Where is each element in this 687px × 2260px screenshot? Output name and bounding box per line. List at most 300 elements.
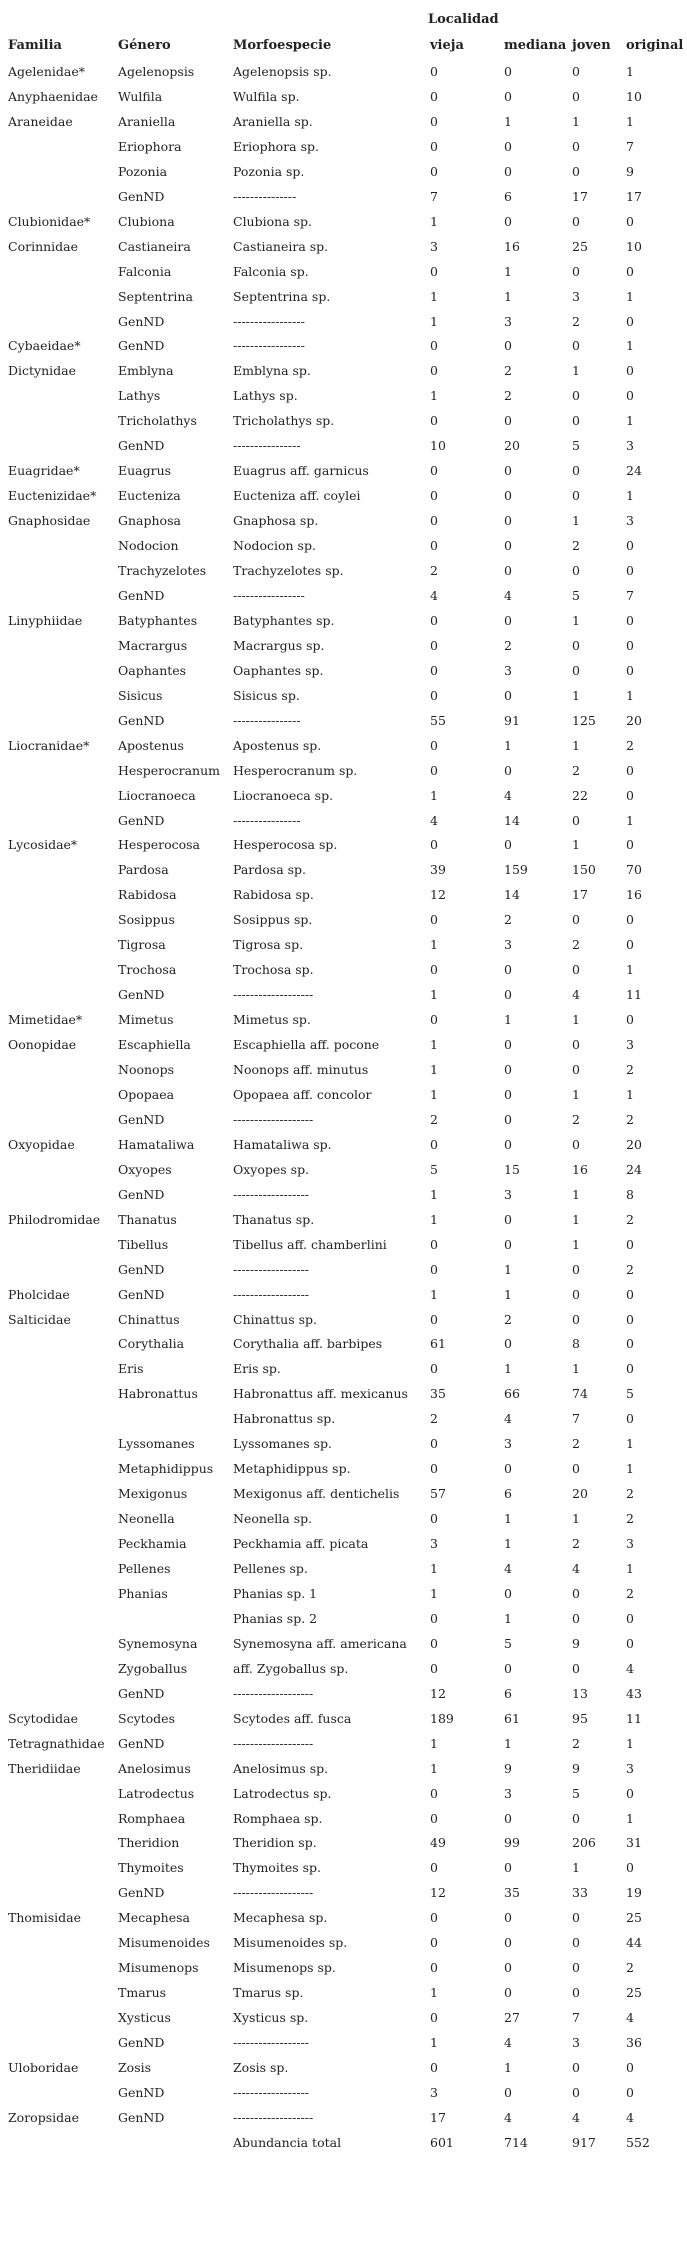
vieja-cell: 0: [430, 463, 438, 479]
joven-cell: 1: [572, 612, 580, 628]
morfoespecie-cell: Habronattus aff. mexicanus: [233, 1386, 408, 1402]
morfoespecie-cell: ------------------: [233, 1286, 310, 1302]
familia-cell: Gnaphosidae: [8, 513, 91, 529]
vieja-cell: 0: [430, 1012, 438, 1028]
joven-cell: 0: [572, 1910, 580, 1926]
mediana-cell: 1: [504, 1286, 512, 1302]
table-row: [8, 1885, 678, 1910]
table-row: [8, 289, 678, 314]
morfoespecie-cell: Batyphantes sp.: [233, 612, 335, 628]
vieja-cell: 0: [430, 1785, 438, 1801]
table-row: [8, 1486, 678, 1511]
vieja-cell: 1: [430, 1211, 438, 1227]
mediana-cell: 3: [504, 1785, 512, 1801]
morfoespecie-cell: Tricholathys sp.: [233, 413, 335, 429]
header-mediana: mediana: [504, 38, 567, 53]
vieja-cell: 0: [430, 1810, 438, 1826]
joven-cell: 4: [572, 987, 580, 1003]
mediana-cell: 0: [504, 1211, 512, 1227]
original-cell: 0: [626, 388, 634, 404]
familia-cell: Euctenizidae*: [8, 488, 97, 504]
table-row: [8, 1761, 678, 1786]
table-row: [8, 114, 678, 139]
joven-cell: 0: [572, 812, 580, 828]
genero-cell: Mimetus: [118, 1012, 174, 1028]
genero-cell: Zygoballus: [118, 1660, 188, 1676]
morfoespecie-cell: Sisicus sp.: [233, 687, 300, 703]
morfoespecie-cell: Misumenoides sp.: [233, 1935, 348, 1951]
original-cell: 20: [626, 712, 642, 728]
genero-cell: GenND: [118, 1885, 165, 1901]
table-row: [8, 1312, 678, 1337]
familia-cell: Zoropsidae: [8, 2109, 79, 2125]
genero-cell: GenND: [118, 2109, 165, 2125]
genero-cell: Opopaea: [118, 1086, 175, 1102]
vieja-cell: 0: [430, 1136, 438, 1152]
vieja-cell: 0: [430, 338, 438, 354]
joven-cell: 0: [572, 962, 580, 978]
joven-cell: 1: [572, 363, 580, 379]
morfoespecie-cell: Trachyzelotes sp.: [233, 563, 344, 578]
vieja-cell: 3: [430, 238, 438, 254]
vieja-cell: 0: [430, 1660, 438, 1676]
vieja-cell: 4: [430, 587, 438, 603]
genero-cell: Theridion: [118, 1835, 180, 1851]
table-row: [8, 2060, 678, 2085]
table-row: [8, 214, 678, 239]
morfoespecie-cell: aff. Zygoballus sp.: [233, 1660, 349, 1676]
genero-cell: Hesperocosa: [118, 837, 201, 853]
table-row: [8, 363, 678, 388]
familia-cell: Anyphaenidae: [8, 88, 98, 104]
genero-cell: GenND: [118, 313, 165, 329]
vieja-cell: 39: [430, 862, 446, 878]
mediana-cell: 1: [504, 1012, 512, 1028]
mediana-cell: 0: [504, 1910, 512, 1926]
original-cell: 0: [626, 612, 634, 628]
mediana-cell: 61: [504, 1710, 520, 1726]
table-row: [8, 1087, 678, 1112]
vieja-cell: 2: [430, 1411, 438, 1427]
table-row: [8, 2035, 678, 2060]
joven-cell: 1: [572, 113, 580, 129]
table-row: [8, 1137, 678, 1162]
table-row: [8, 1636, 678, 1661]
joven-cell: 1: [572, 1012, 580, 1028]
vieja-cell: 0: [430, 64, 438, 79]
genero-cell: Eriophora: [118, 138, 182, 154]
joven-cell: 20: [572, 1486, 588, 1502]
table-row: [8, 788, 678, 813]
joven-cell: 0: [572, 1585, 580, 1601]
genero-cell: Pozonia: [118, 163, 168, 179]
morfoespecie-cell: Castianeira sp.: [233, 238, 329, 254]
morfoespecie-cell: Tigrosa sp.: [233, 937, 304, 953]
joven-cell: 0: [572, 263, 580, 279]
vieja-cell: 0: [430, 1635, 438, 1651]
joven-cell: 7: [572, 1411, 580, 1427]
joven-cell: 0: [572, 213, 580, 229]
mediana-cell: 3: [504, 1436, 512, 1452]
vieja-cell: 2: [430, 1111, 438, 1127]
joven-cell: 0: [572, 1810, 580, 1826]
original-cell: 1: [626, 488, 634, 504]
original-cell: 25: [626, 1910, 642, 1926]
header-familia: Familia: [8, 38, 62, 53]
original-cell: 0: [626, 1236, 634, 1252]
vieja-cell: 1: [430, 313, 438, 329]
genero-cell: GenND: [118, 1111, 165, 1127]
vieja-cell: 49: [430, 1835, 446, 1851]
morfoespecie-cell: Thanatus sp.: [233, 1211, 315, 1227]
morfoespecie-cell: Xysticus sp.: [233, 2010, 309, 2026]
vieja-cell: 10: [430, 438, 446, 454]
morfoespecie-cell: Anelosimus sp.: [233, 1760, 329, 1776]
familia-cell: Lycosidae*: [8, 837, 78, 853]
mediana-cell: 1: [504, 1261, 512, 1277]
original-cell: 7: [626, 587, 634, 603]
original-cell: 7: [626, 138, 634, 154]
familia-cell: Corinnidae: [8, 238, 79, 254]
morfoespecie-cell: Eriophora sp.: [233, 138, 319, 154]
genero-cell: Escaphiella: [118, 1037, 191, 1053]
mediana-cell: 1: [504, 263, 512, 279]
joven-cell: 0: [572, 88, 580, 104]
original-cell: 3: [626, 513, 634, 529]
table-row: [8, 1336, 678, 1361]
joven-cell: 13: [572, 1685, 588, 1701]
table-row: [8, 862, 678, 887]
morfoespecie-cell: Theridion sp.: [233, 1835, 317, 1851]
vieja-cell: 0: [430, 1311, 438, 1327]
genero-cell: GenND: [118, 188, 165, 204]
vieja-cell: 4: [430, 812, 438, 828]
genero-cell: Liocranoeca: [118, 787, 196, 803]
vieja-cell: 0: [430, 413, 438, 429]
vieja-cell: 189: [430, 1710, 454, 1726]
genero-cell: Mexigonus: [118, 1486, 188, 1502]
genero-cell: GenND: [118, 338, 165, 354]
mediana-cell: 0: [504, 1810, 512, 1826]
joven-cell: 0: [572, 413, 580, 429]
familia-cell: Scytodidae: [8, 1710, 79, 1726]
mediana-cell: 4: [504, 587, 512, 603]
original-cell: 1: [626, 687, 634, 703]
genero-cell: Scytodes: [118, 1710, 175, 1726]
mediana-cell: 0: [504, 687, 512, 703]
original-cell: 31: [626, 1835, 642, 1851]
morfoespecie-cell: Latrodectus sp.: [233, 1785, 332, 1801]
genero-cell: Hamataliwa: [118, 1136, 195, 1152]
morfoespecie-cell: Tmarus sp.: [233, 1985, 304, 2001]
table-row: [8, 1262, 678, 1287]
mediana-cell: 0: [504, 163, 512, 179]
table-row: [8, 1736, 678, 1761]
original-cell: 2: [626, 737, 634, 753]
morfoespecie-cell: Opopaea aff. concolor: [233, 1086, 372, 1102]
genero-cell: Phanias: [118, 1585, 168, 1601]
joven-cell: 2: [572, 1536, 580, 1552]
joven-cell: 74: [572, 1386, 588, 1402]
original-cell: 1: [626, 338, 634, 354]
original-cell: 36: [626, 2035, 642, 2051]
morfoespecie-cell: ------------------: [233, 1186, 310, 1202]
vieja-cell: 1: [430, 288, 438, 304]
table-row: [8, 1536, 678, 1561]
header-vieja: vieja: [430, 38, 464, 53]
table-row: [8, 887, 678, 912]
mediana-cell: 4: [504, 1411, 512, 1427]
mediana-cell: 0: [504, 837, 512, 853]
table-row: [8, 2110, 678, 2135]
original-cell: 19: [626, 1885, 642, 1901]
table-row: [8, 987, 678, 1012]
familia-cell: Tetragnathidae: [8, 1735, 105, 1751]
original-cell: 0: [626, 1336, 634, 1352]
mediana-cell: 6: [504, 1486, 512, 1502]
familia-cell: Clubionidae*: [8, 213, 91, 229]
table-row: [8, 638, 678, 663]
joven-cell: 917: [572, 2134, 596, 2150]
joven-cell: 0: [572, 1985, 580, 2001]
vieja-cell: 0: [430, 1461, 438, 1477]
vieja-cell: 0: [430, 1935, 438, 1951]
genero-cell: Zosis: [118, 2060, 152, 2075]
vieja-cell: 0: [430, 837, 438, 853]
table-row: [8, 1411, 678, 1436]
genero-cell: Apostenus: [118, 737, 184, 753]
joven-cell: 17: [572, 188, 588, 204]
genero-cell: Pellenes: [118, 1561, 171, 1576]
genero-cell: Emblyna: [118, 363, 174, 379]
original-cell: 11: [626, 987, 642, 1003]
genero-cell: Oxyopes: [118, 1161, 172, 1177]
genero-cell: GenND: [118, 712, 165, 728]
morfoespecie-cell: Agelenopsis sp.: [233, 64, 332, 79]
original-cell: 0: [626, 1411, 634, 1427]
joven-cell: 8: [572, 1336, 580, 1352]
mediana-cell: 35: [504, 1885, 520, 1901]
original-cell: 4: [626, 2109, 634, 2125]
joven-cell: 1: [572, 687, 580, 703]
original-cell: 70: [626, 862, 642, 878]
original-cell: 3: [626, 1037, 634, 1053]
joven-cell: 206: [572, 1835, 596, 1851]
joven-cell: 0: [572, 163, 580, 179]
joven-cell: 0: [572, 388, 580, 404]
joven-cell: 0: [572, 1960, 580, 1976]
joven-cell: 150: [572, 862, 596, 878]
joven-cell: 0: [572, 1062, 580, 1077]
original-cell: 1: [626, 812, 634, 828]
joven-cell: 0: [572, 1461, 580, 1477]
mediana-cell: 27: [504, 2010, 520, 2026]
joven-cell: 2: [572, 1111, 580, 1127]
morfoespecie-cell: Mexigonus aff. dentichelis: [233, 1486, 400, 1502]
mediana-cell: 6: [504, 188, 512, 204]
morfoespecie-cell: Eucteniza aff. coylei: [233, 488, 361, 504]
genero-cell: GenND: [118, 1286, 165, 1302]
vieja-cell: 601: [430, 2134, 454, 2150]
original-cell: 0: [626, 1785, 634, 1801]
original-cell: 25: [626, 1985, 642, 2001]
morfoespecie-cell: ----------------: [233, 712, 301, 728]
mediana-cell: 0: [504, 1960, 512, 1976]
vieja-cell: 0: [430, 2060, 438, 2075]
mediana-cell: 99: [504, 1835, 520, 1851]
joven-cell: 0: [572, 1935, 580, 1951]
mediana-cell: 0: [504, 138, 512, 154]
original-cell: 2: [626, 1062, 634, 1077]
genero-cell: Tigrosa: [118, 937, 166, 953]
morfoespecie-cell: Eris sp.: [233, 1361, 281, 1377]
joven-cell: 0: [572, 1311, 580, 1327]
table-row: [8, 588, 678, 613]
table-row: [8, 1860, 678, 1885]
vieja-cell: 55: [430, 712, 446, 728]
vieja-cell: 0: [430, 737, 438, 753]
original-cell: 1: [626, 1086, 634, 1102]
mediana-cell: 1: [504, 1536, 512, 1552]
table-row: [8, 1112, 678, 1137]
morfoespecie-cell: Nodocion sp.: [233, 538, 316, 554]
morfoespecie-cell: Thymoites sp.: [233, 1860, 322, 1876]
joven-cell: 1: [572, 1211, 580, 1227]
table-row: [8, 264, 678, 289]
familia-cell: Salticidae: [8, 1311, 71, 1327]
joven-cell: 0: [572, 2060, 580, 2075]
original-cell: 3: [626, 1760, 634, 1776]
original-cell: 0: [626, 1635, 634, 1651]
mediana-cell: 20: [504, 438, 520, 454]
table-row: [8, 688, 678, 713]
genero-cell: GenND: [118, 1261, 165, 1277]
original-cell: 3: [626, 1536, 634, 1552]
morfoespecie-cell: Scytodes aff. fusca: [233, 1710, 352, 1726]
morfoespecie-cell: Phanias sp. 2: [233, 1610, 318, 1626]
mediana-cell: 0: [504, 1037, 512, 1053]
genero-cell: GenND: [118, 1186, 165, 1202]
original-cell: 10: [626, 238, 642, 254]
vieja-cell: 1: [430, 1286, 438, 1302]
morfoespecie-cell: Pellenes sp.: [233, 1561, 308, 1576]
vieja-cell: 17: [430, 2109, 446, 2125]
original-cell: 2: [626, 1261, 634, 1277]
genero-cell: Misumenops: [118, 1960, 199, 1976]
mediana-cell: 0: [504, 2084, 512, 2100]
genero-cell: Mecaphesa: [118, 1910, 190, 1926]
table-row: [8, 1237, 678, 1262]
mediana-cell: 0: [504, 1860, 512, 1876]
original-cell: 2: [626, 1511, 634, 1527]
morfoespecie-cell: Metaphidippus sp.: [233, 1461, 351, 1477]
table-row: [8, 1037, 678, 1062]
table-row: [8, 1786, 678, 1811]
original-cell: 4: [626, 2010, 634, 2026]
genero-cell: Batyphantes: [118, 612, 198, 628]
original-cell: 20: [626, 1136, 642, 1152]
joven-cell: 5: [572, 1785, 580, 1801]
morfoespecie-cell: Pardosa sp.: [233, 862, 307, 878]
original-cell: 1: [626, 288, 634, 304]
original-cell: 0: [626, 762, 634, 778]
table-row: [8, 89, 678, 114]
joven-cell: 0: [572, 138, 580, 154]
mediana-cell: 2: [504, 1311, 512, 1327]
original-cell: 0: [626, 1311, 634, 1327]
vieja-cell: 0: [430, 762, 438, 778]
morfoespecie-cell: ----------------: [233, 812, 301, 828]
vieja-cell: 2: [430, 563, 438, 578]
vieja-cell: 0: [430, 488, 438, 504]
mediana-cell: 14: [504, 887, 520, 903]
morfoespecie-cell: Oaphantes sp.: [233, 662, 324, 678]
joven-cell: 0: [572, 1286, 580, 1302]
joven-cell: 9: [572, 1760, 580, 1776]
joven-cell: 1: [572, 1086, 580, 1102]
table-row: [8, 1960, 678, 1985]
genero-cell: Tibellus: [118, 1236, 169, 1252]
genero-cell: GenND: [118, 1685, 165, 1701]
morfoespecie-cell: Lyssomanes sp.: [233, 1436, 333, 1452]
mediana-cell: 9: [504, 1760, 512, 1776]
original-cell: 16: [626, 887, 642, 903]
joven-cell: 0: [572, 2084, 580, 2100]
vieja-cell: 12: [430, 1885, 446, 1901]
vieja-cell: 0: [430, 1236, 438, 1252]
joven-cell: 16: [572, 1161, 588, 1177]
genero-cell: Clubiona: [118, 213, 175, 229]
original-cell: 1: [626, 1735, 634, 1751]
genero-cell: Rabidosa: [118, 887, 177, 903]
genero-cell: Falconia: [118, 263, 172, 279]
genero-cell: Misumenoides: [118, 1935, 210, 1951]
table-row: [8, 164, 678, 189]
genero-cell: Neonella: [118, 1511, 175, 1527]
table-row: [8, 463, 678, 488]
joven-cell: 2: [572, 762, 580, 778]
vieja-cell: 1: [430, 213, 438, 229]
joven-cell: 0: [572, 64, 580, 79]
mediana-cell: 0: [504, 463, 512, 479]
joven-cell: 2: [572, 1436, 580, 1452]
mediana-cell: 4: [504, 787, 512, 803]
original-cell: 0: [626, 662, 634, 678]
vieja-cell: 0: [430, 637, 438, 653]
genero-cell: Lathys: [118, 388, 161, 404]
genero-cell: Corythalia: [118, 1336, 185, 1352]
familia-cell: Liocranidae*: [8, 737, 90, 753]
morfoespecie-cell: ------------------: [233, 2035, 310, 2051]
mediana-cell: 16: [504, 238, 520, 254]
table-row: [8, 1511, 678, 1536]
mediana-cell: 0: [504, 612, 512, 628]
original-cell: 1: [626, 413, 634, 429]
mediana-cell: 0: [504, 1336, 512, 1352]
joven-cell: 0: [572, 1660, 580, 1676]
header-localidad: Localidad: [428, 12, 499, 27]
familia-cell: Pholcidae: [8, 1286, 70, 1302]
mediana-cell: 0: [504, 962, 512, 978]
familia-cell: Euagridae*: [8, 463, 80, 479]
mediana-cell: 3: [504, 937, 512, 953]
table-row: [8, 1062, 678, 1087]
mediana-cell: 2: [504, 388, 512, 404]
vieja-cell: 0: [430, 88, 438, 104]
joven-cell: 1: [572, 1186, 580, 1202]
table-row: [8, 1586, 678, 1611]
morfoespecie-cell: Peckhamia aff. picata: [233, 1536, 369, 1552]
